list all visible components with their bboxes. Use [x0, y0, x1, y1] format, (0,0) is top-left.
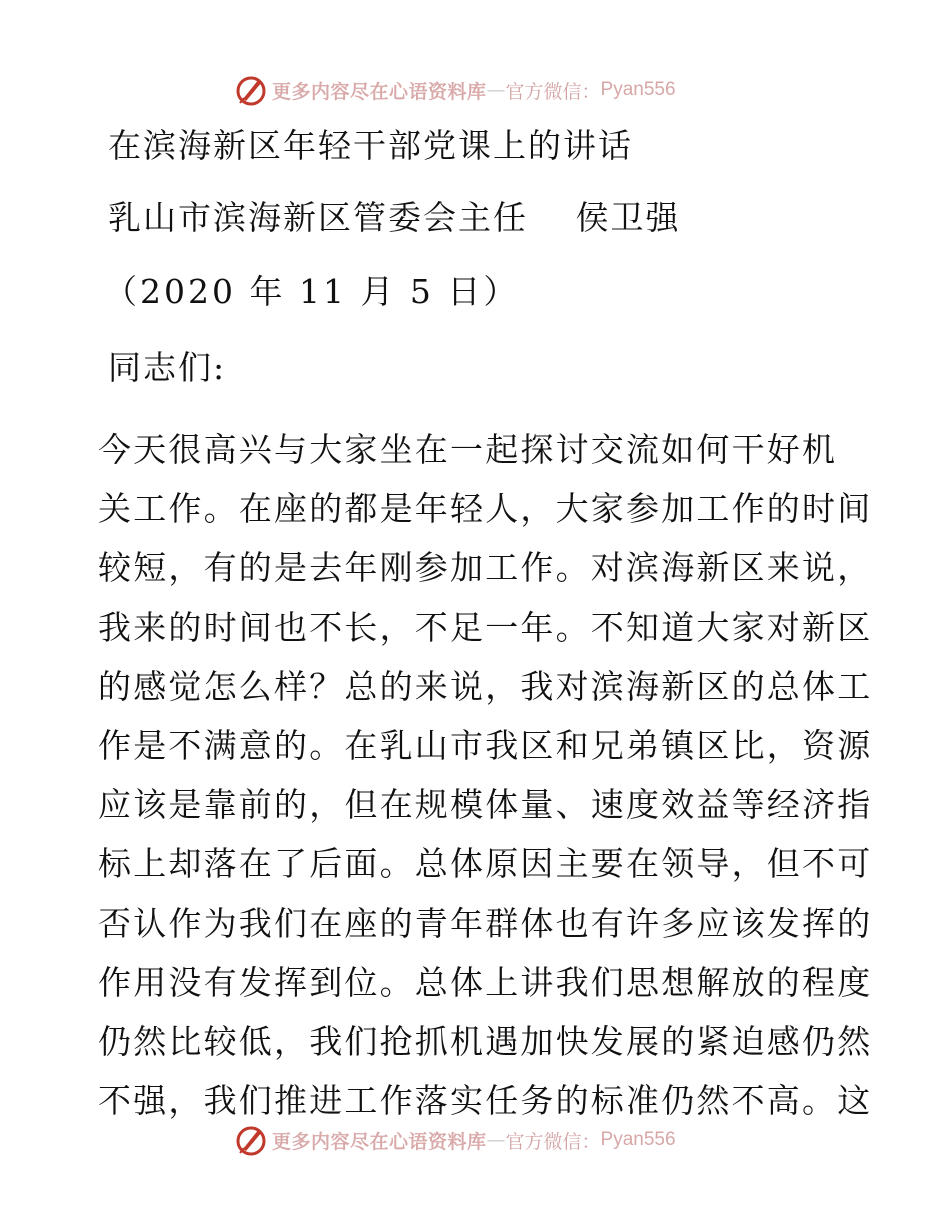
watermark-label: 官方微信： [505, 1130, 601, 1153]
paragraph-line: 作用没有发挥到位。总体上讲我们思想解放的程度 [98, 962, 873, 1002]
speaker-line: 乳山市滨海新区管委会主任 侯卫强 [108, 198, 681, 237]
quill-logo-icon [234, 1123, 268, 1157]
paragraph-line: 的感觉怎么样？总的来说，我对滨海新区的总体工 [98, 666, 873, 706]
document-title: 在滨海新区年轻干部党课上的讲话 [108, 126, 633, 165]
paragraph-line: 否认作为我们在座的青年群体也有许多应该发挥的 [98, 903, 873, 943]
watermark-label: 官方微信： [505, 80, 601, 103]
date-line: （2020 年 11 月 5 日） [104, 272, 520, 311]
footer-watermark [234, 1122, 676, 1158]
watermark-separator: — [486, 79, 506, 101]
paragraph-line: 不强，我们推进工作落实任务的标准仍然不高。这 [98, 1081, 873, 1121]
paragraph-line: 标上却落在了后面。总体原因主要在领导，但不可 [98, 844, 873, 884]
salutation: 同志们: [108, 348, 227, 387]
paragraph-line: 作是不满意的。在乳山市我区和兄弟镇区比，资源 [98, 726, 873, 766]
header-watermark [234, 72, 676, 108]
paragraph-line: 较短，有的是去年刚参加工作。对滨海新区来说， [98, 548, 873, 588]
paragraph-line: 应该是靠前的，但在规模体量、速度效益等经济指 [98, 785, 873, 825]
paragraph-line: 我来的时间也不长，不足一年。不知道大家对新区 [98, 607, 873, 647]
watermark-separator: — [486, 1129, 506, 1151]
body-paragraph [98, 420, 873, 1130]
watermark-wechat-id: Pyan556 [600, 79, 676, 100]
quill-logo-icon [234, 73, 268, 107]
paragraph-line: 今天很高兴与大家坐在一起探讨交流如何干好机 [98, 430, 838, 469]
paragraph-line: 关工作。在座的都是年轻人，大家参加工作的时间 [98, 489, 873, 529]
paragraph-line: 仍然比较低，我们抢抓机遇加快发展的紧迫感仍然 [98, 1022, 873, 1062]
watermark-main-text: 更多内容尽在心语资料库 [272, 1130, 487, 1153]
watermark-wechat-id: Pyan556 [600, 1129, 676, 1150]
watermark-main-text: 更多内容尽在心语资料库 [272, 80, 487, 103]
